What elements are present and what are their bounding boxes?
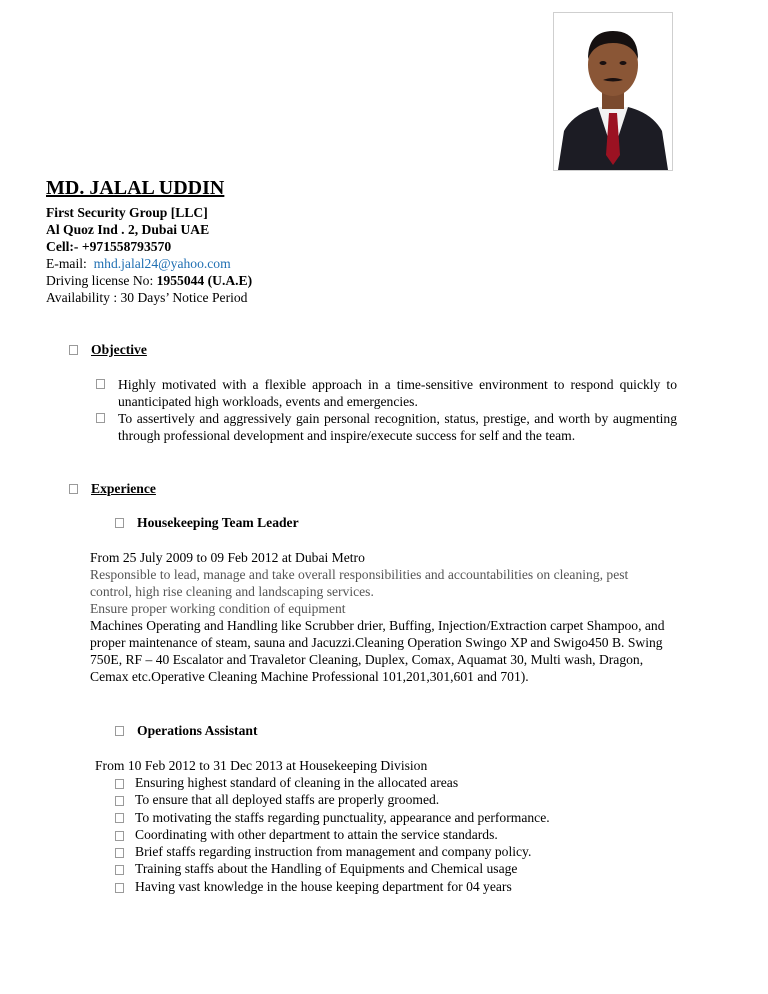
experience-section-header — [69, 480, 156, 498]
job-period: From 10 Feb 2012 to 31 Dec 2013 at Housekeeping Division — [95, 758, 428, 773]
job-title: Housekeeping Team Leader — [137, 515, 299, 530]
list-item: Ensuring highest standard of cleaning in the allocated areas — [115, 774, 550, 791]
objective-item-text: To assertively and aggressively gain personal recognition, status, prestige, and worth by augmenting through professional development and inspire/execute success for self and the team. — [118, 411, 677, 443]
license-label: Driving license No: — [46, 273, 154, 288]
job-equipment-note: Ensure proper working condition of equipment — [90, 601, 346, 616]
objective-section-header — [69, 341, 147, 359]
bullet-icon — [115, 865, 124, 875]
bullet-icon — [115, 726, 124, 736]
bullet-icon — [115, 518, 124, 528]
license-line — [46, 272, 252, 289]
availability-line: Availability : 30 Days’ Notice Period — [46, 290, 248, 305]
bullet-icon — [115, 848, 124, 858]
list-item: To motivating the staffs regarding punctuality, appearance and performance. — [115, 809, 550, 826]
bullet-icon — [115, 779, 124, 789]
job-title-row — [115, 722, 257, 740]
objective-item — [96, 410, 677, 444]
profile-photo — [553, 12, 673, 171]
list-item: Brief staffs regarding instruction from management and company policy. — [115, 843, 550, 860]
experience-heading: Experience — [91, 481, 156, 496]
list-item: Coordinating with other department to attain the service standards. — [115, 826, 550, 843]
license-value: 1955044 (U.A.E) — [156, 273, 253, 288]
email-label: E-mail: — [46, 256, 87, 271]
company-line: First Security Group [LLC] — [46, 205, 208, 220]
list-item: To ensure that all deployed staffs are properly groomed. — [115, 791, 550, 808]
bullet-icon — [69, 345, 78, 355]
email-line — [46, 255, 231, 272]
email-link[interactable]: mhd.jalal24@yahoo.com — [93, 256, 231, 271]
objective-heading: Objective — [91, 342, 147, 357]
bullet-icon — [115, 813, 124, 823]
list-item: Having vast knowledge in the house keeping department for 04 years — [115, 878, 550, 895]
address-line: Al Quoz Ind . 2, Dubai UAE — [46, 222, 210, 237]
objective-list — [96, 376, 677, 444]
bullet-icon — [69, 484, 78, 494]
bullet-icon — [96, 413, 105, 423]
objective-item-text: Highly motivated with a flexible approach in a time-sensitive environment to respond quickly to unanticipated high workloads, events and emergencies. — [118, 377, 677, 409]
job-machines: Machines Operating and Handling like Scrubber drier, Buffing, Injection/Extraction carpet Shampoo, and proper maintenance of steam, sauna and Jacuzzi.Cleaning Operation Swingo XP and Swigo450 B. Swing 750E, RF – 40 Escalator and Travaletor Cleaning, Duplex, Comax, Aquamat 30, Multi wash, Dragon, Cemax etc.Operative Cleaning Machine Professional 101,201,301,601 and 701). — [90, 618, 665, 684]
bullet-icon — [115, 831, 124, 841]
candidate-name: MD. JALAL UDDIN — [46, 177, 225, 199]
job-details — [90, 549, 665, 685]
task-list — [115, 774, 550, 895]
job-period: From 25 July 2009 to 09 Feb 2012 at Dubai Metro — [90, 550, 365, 565]
cell-line: Cell:- +971558793570 — [46, 239, 172, 254]
bullet-icon — [115, 796, 124, 806]
job-title: Operations Assistant — [137, 723, 258, 738]
job-responsibility: Responsible to lead, manage and take overall responsibilities and accountabilities on cleaning, pest control, high rise cleaning and landscaping services. — [90, 567, 629, 599]
objective-item — [96, 376, 677, 410]
job-title-row — [115, 514, 299, 532]
portrait-image — [554, 13, 672, 170]
bullet-icon — [96, 379, 105, 389]
bullet-icon — [115, 883, 124, 893]
list-item: Training staffs about the Handling of Equipments and Chemical usage — [115, 860, 550, 877]
